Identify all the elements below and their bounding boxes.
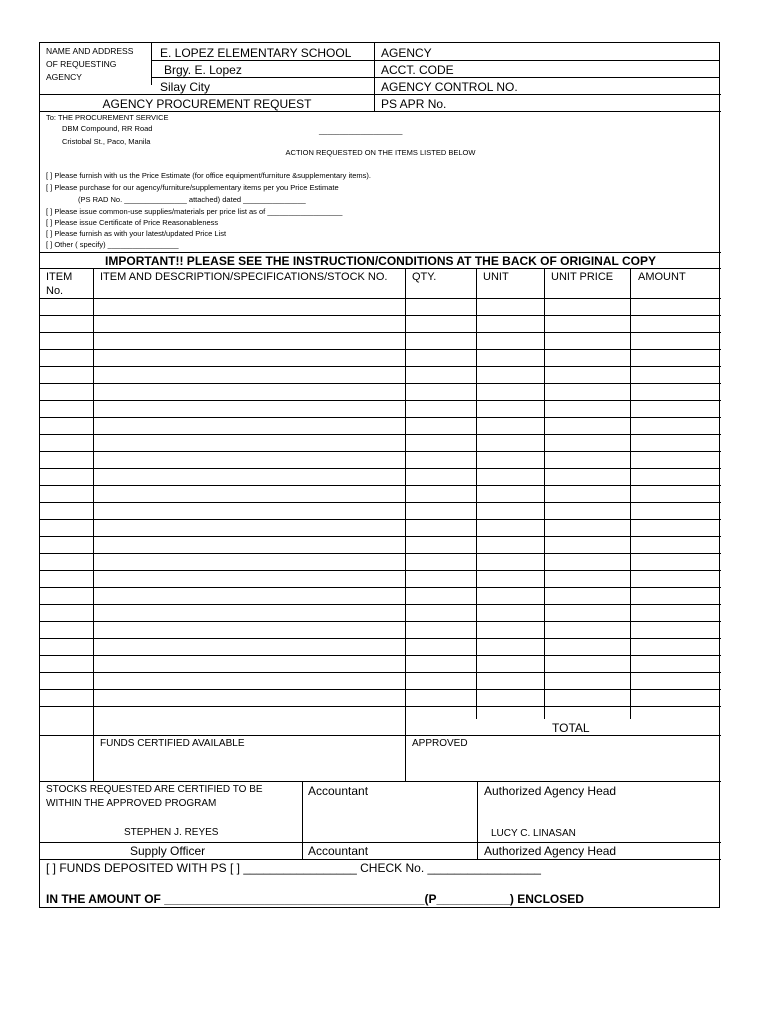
procurement-form bbox=[39, 42, 720, 908]
funds-deposited-line: [ ] FUNDS DEPOSITED WITH PS [ ] _________________ CHECK No. _________________ bbox=[46, 861, 541, 875]
table-col-divider-4 bbox=[544, 268, 545, 719]
header-divider-left bbox=[151, 43, 152, 85]
date-blank: ____________________ bbox=[319, 126, 403, 135]
to-line-1: To: THE PROCUREMENT SERVICE bbox=[46, 113, 169, 122]
important-notice: IMPORTANT!! PLEASE SEE THE INSTRUCTION/CONDITIONS AT THE BACK OF ORIGINAL COPY bbox=[105, 254, 656, 268]
ps-apr-label: PS APR No. bbox=[381, 97, 447, 111]
table-row-line bbox=[40, 502, 721, 503]
option-4: [ ] Please issue Certificate of Price Reasonableness bbox=[46, 218, 219, 227]
stocks-text-1: STOCKS REQUESTED ARE CERTIFIED TO BE bbox=[46, 784, 263, 795]
table-row-line bbox=[40, 536, 721, 537]
agency-label: AGENCY bbox=[381, 46, 432, 60]
approved-label: APPROVED bbox=[412, 738, 468, 749]
table-row-line bbox=[40, 366, 721, 367]
acct-code-label: ACCT. CODE bbox=[381, 63, 454, 77]
header-line-3 bbox=[374, 60, 720, 61]
table-col-divider-1 bbox=[93, 268, 94, 781]
table-row-line bbox=[40, 298, 721, 299]
agency-head-name: LUCY C. LINASAN bbox=[491, 828, 576, 839]
option-5: [ ] Please furnish as with your latest/updated Price List bbox=[46, 229, 227, 238]
header-line-6 bbox=[40, 111, 721, 112]
table-col-divider-2 bbox=[405, 268, 406, 781]
table-row-line bbox=[40, 706, 721, 707]
amount-line: IN THE AMOUNT OF _______________________________________(P___________) ENCLOSED bbox=[46, 892, 584, 906]
option-2-cont: (PS RAD No. _______________ attached) dated _______________ bbox=[78, 195, 306, 204]
table-row-line bbox=[40, 383, 721, 384]
form-title: AGENCY PROCUREMENT REQUEST bbox=[102, 97, 312, 111]
table-row-line bbox=[40, 570, 721, 571]
table-row-line bbox=[40, 468, 721, 469]
cert-divider-2 bbox=[477, 781, 478, 860]
col-unit-price: UNIT PRICE bbox=[551, 271, 614, 283]
col-amount: AMOUNT bbox=[638, 271, 686, 283]
supply-officer-name: STEPHEN J. REYES bbox=[124, 827, 219, 838]
header-line-5 bbox=[40, 94, 721, 95]
agency-control-label: AGENCY CONTROL NO. bbox=[381, 80, 518, 94]
accountant-title: Accountant bbox=[308, 844, 369, 858]
table-row-line bbox=[40, 451, 721, 452]
table-row-line bbox=[40, 485, 721, 486]
col-qty: QTY. bbox=[412, 271, 437, 283]
table-col-divider-3 bbox=[476, 268, 477, 719]
table-row-line bbox=[40, 587, 721, 588]
header-line-2 bbox=[151, 77, 374, 78]
table-top-line bbox=[40, 268, 721, 269]
total-row-line bbox=[40, 735, 721, 736]
table-row-line bbox=[40, 655, 721, 656]
name-address-label-1: NAME AND ADDRESS bbox=[46, 46, 134, 56]
accountant-label: Accountant bbox=[308, 784, 369, 798]
option-3: [ ] Please issue common-use supplies/materials per price list as of __________________ bbox=[46, 207, 343, 216]
name-address-label-3: AGENCY bbox=[46, 72, 82, 82]
table-row-line bbox=[40, 519, 721, 520]
cert-bottom-line bbox=[40, 859, 721, 860]
total-label: TOTAL bbox=[552, 721, 590, 735]
agency-head-label: Authorized Agency Head bbox=[484, 784, 617, 798]
col-unit: UNIT bbox=[483, 271, 509, 283]
school-name: E. LOPEZ ELEMENTARY SCHOOL bbox=[160, 46, 352, 60]
col-description: ITEM AND DESCRIPTION/SPECIFICATIONS/STOCK NO. bbox=[100, 271, 388, 283]
funds-certified-label: FUNDS CERTIFIED AVAILABLE bbox=[100, 738, 245, 749]
table-row-line bbox=[40, 315, 721, 316]
table-row-line bbox=[40, 434, 721, 435]
table-row-line bbox=[40, 672, 721, 673]
table-row-line bbox=[40, 332, 721, 333]
table-row-line bbox=[40, 638, 721, 639]
header-line-1 bbox=[151, 60, 374, 61]
table-row-line bbox=[40, 621, 721, 622]
agency-head-title: Authorized Agency Head bbox=[484, 844, 617, 858]
table-row-line bbox=[40, 689, 721, 690]
col-item-no-1: ITEM bbox=[46, 271, 73, 283]
city: Silay City bbox=[160, 80, 211, 94]
header-line-4 bbox=[374, 77, 720, 78]
name-address-label-2: OF REQUESTING bbox=[46, 59, 117, 69]
cert-divider-1 bbox=[302, 781, 303, 860]
to-line-3: Cristobal St., Paco, Manila bbox=[62, 137, 151, 146]
option-6: [ ] Other ( specify) _________________ bbox=[46, 240, 179, 249]
table-col-divider-5 bbox=[630, 268, 631, 719]
supply-officer-title: Supply Officer bbox=[130, 844, 206, 858]
table-row-line bbox=[40, 553, 721, 554]
table-row-line bbox=[40, 604, 721, 605]
action-heading: ACTION REQUESTED ON THE ITEMS LISTED BELOW bbox=[285, 148, 476, 157]
table-row-line bbox=[40, 349, 721, 350]
stocks-text-2: WITHIN THE APPROVED PROGRAM bbox=[46, 798, 217, 809]
col-item-no-2: No. bbox=[46, 285, 64, 297]
barangay: Brgy. E. Lopez bbox=[164, 63, 242, 77]
to-line-2: DBM Compound, RR Road bbox=[62, 124, 153, 133]
table-row-line bbox=[40, 417, 721, 418]
table-row-line bbox=[40, 400, 721, 401]
notice-line-top bbox=[40, 252, 721, 253]
option-1: [ ] Please furnish with us the Price Estimate (for office equipment/furniture &supplementary items). bbox=[46, 171, 372, 180]
cert-mid-line bbox=[40, 842, 721, 843]
option-2: [ ] Please purchase for our agency/furniture/supplementary items per you Price Estimate bbox=[46, 183, 339, 192]
funds-bottom-line bbox=[40, 781, 721, 782]
